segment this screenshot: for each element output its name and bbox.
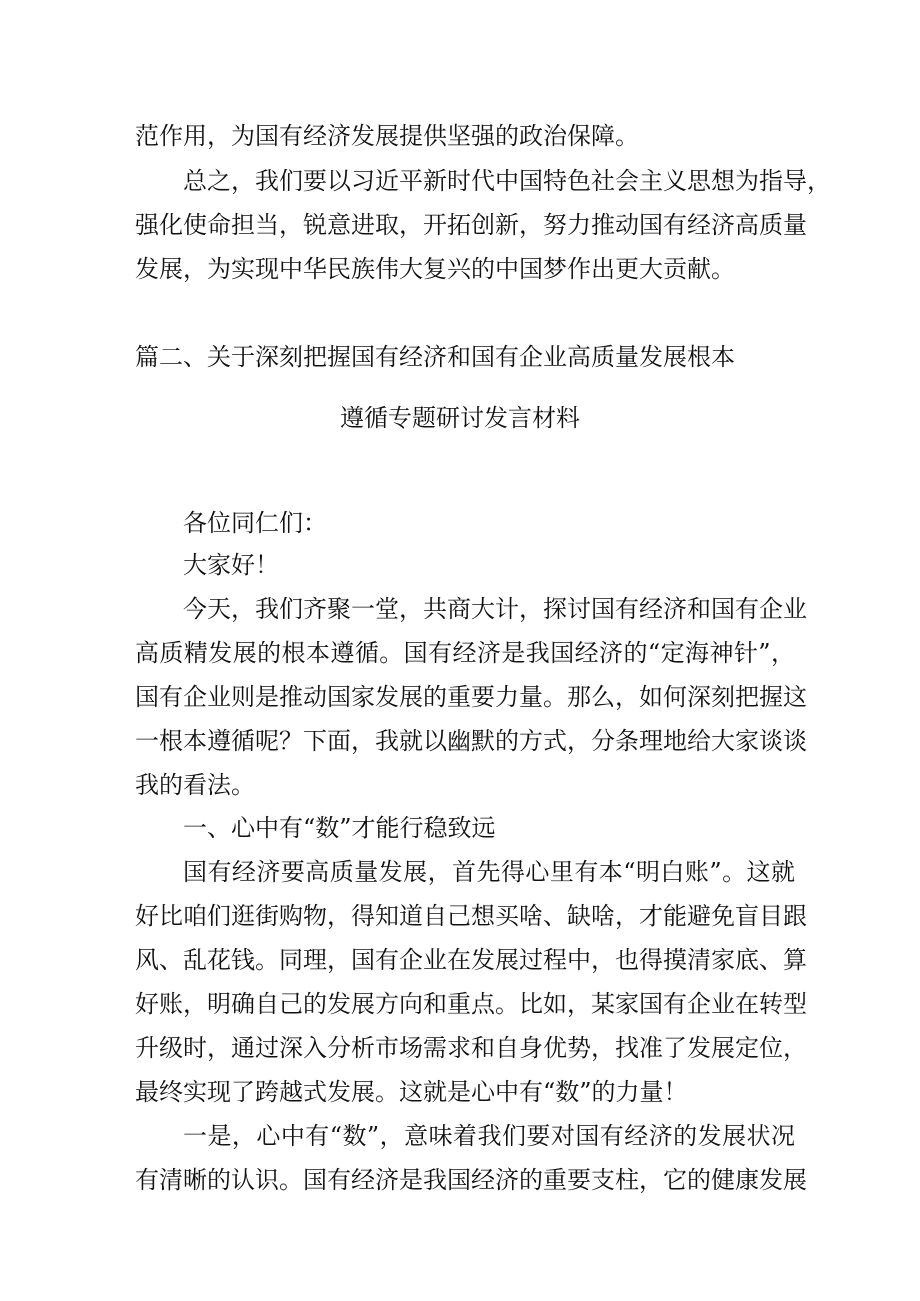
text-line: 升级时，通过深入分析市场需求和自身优势，找准了发展定位， <box>135 1034 807 1062</box>
section-subtitle: 遵循专题研讨发言材料 <box>340 404 580 432</box>
text-line: 国有经济要高质量发展，首先得心里有本“明白账”。这就 <box>183 858 795 886</box>
section-title: 篇二、关于深刻把握国有经济和国有企业高质量发展根本 <box>135 343 735 371</box>
text-line: 风、乱花钱。同理，国有企业在发展过程中，也得摸清家底、算 <box>135 946 807 974</box>
text-line: 一根本遵循呢？下面，我就以幽默的方式，分条理地给大家谈谈 <box>135 727 807 755</box>
text-line: 强化使命担当，锐意进取，开拓创新，努力推动国有经济高质量 <box>135 211 807 239</box>
heading-point-one: 一、心中有“数”才能行稳致远 <box>183 814 496 842</box>
text-line: 我的看法。 <box>135 771 255 799</box>
salutation: 各位同仁们： <box>183 509 327 537</box>
text-line: 发展，为实现中华民族伟大复兴的中国梦作出更大贡献。 <box>135 255 735 283</box>
greeting: 大家好！ <box>183 551 279 579</box>
text-line: 有清晰的认识。国有经济是我国经济的重要支柱，它的健康发展 <box>135 1166 807 1194</box>
text-line: 国有企业则是推动国家发展的重要力量。那么，如何深刻把握这 <box>135 683 807 711</box>
text-line: 好比咱们逛街购物，得知道自己想买啥、缺啥，才能避免盲目跟 <box>135 902 807 930</box>
text-line: 高质精发展的根本遵循。国有经济是我国经济的“定海神针”， <box>135 639 795 667</box>
text-line: 范作用，为国有经济发展提供坚强的政治保障。 <box>135 122 639 150</box>
text-line: 总之，我们要以习近平新时代中国特色社会主义思想为指导， <box>183 167 831 195</box>
text-line: 最终实现了跨越式发展。这就是心中有“数”的力量！ <box>135 1078 688 1106</box>
text-line: 好账，明确自己的发展方向和重点。比如，某家国有企业在转型 <box>135 990 807 1018</box>
text-line: 今天，我们齐聚一堂，共商大计，探讨国有经济和国有企业 <box>183 595 807 623</box>
text-line: 一是，心中有“数”，意味着我们要对国有经济的发展状况 <box>183 1122 795 1150</box>
